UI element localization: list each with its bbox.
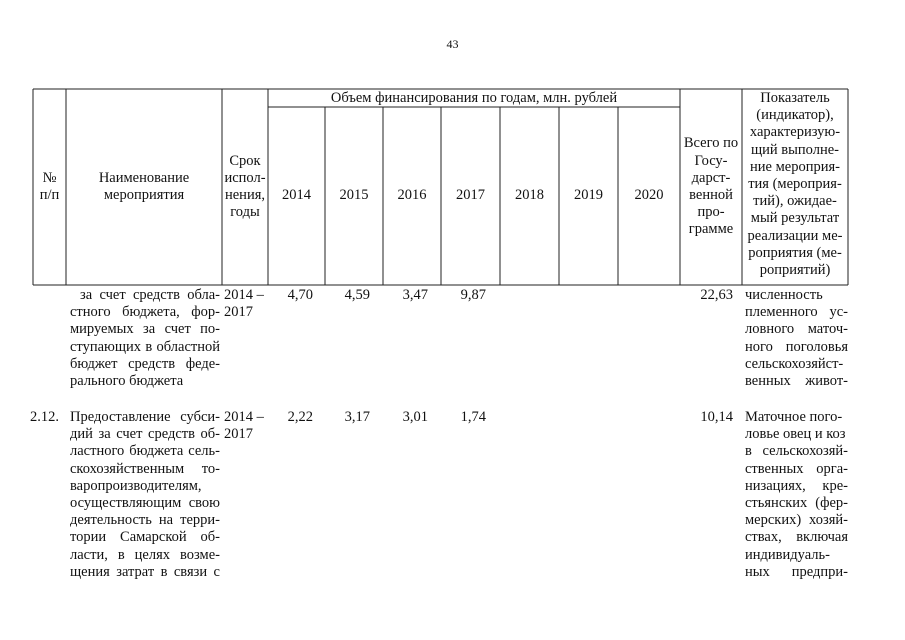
row-name-line: ластного бюджета сель-	[70, 443, 220, 460]
row-indicator-line: ных предпри-	[745, 563, 848, 580]
row-name-line: Предоставление субси-	[70, 409, 220, 425]
header-year-2014: 2014	[282, 187, 311, 204]
row-term	[224, 409, 268, 443]
row-name	[70, 287, 220, 390]
row-name-line: тории Самарской об-	[70, 529, 220, 546]
header-year-2018: 2018	[515, 187, 544, 204]
row-name-line: бюджет средств феде-	[70, 355, 220, 372]
row-indicator-line: ственных орга-	[745, 460, 848, 477]
row-indicator-line: племенного ус-	[745, 304, 848, 321]
row-term-line: 2017	[224, 304, 253, 321]
row-name-line: дий за счет средств об-	[70, 426, 220, 443]
row-name-line: осуществляющим свою	[70, 495, 220, 512]
header-indicator-line: тий), ожидае-	[753, 193, 837, 210]
header-total-line: Всего по	[683, 135, 739, 152]
row-indicator-line: ловного маточ-	[745, 321, 848, 338]
row-name-line: ступающих в областной	[70, 338, 220, 355]
row-indicator-line: ствах, включая	[745, 529, 848, 546]
header-num	[33, 89, 66, 285]
row-name-line: скохозяйственным то-	[70, 460, 220, 477]
row-name-line: стного бюджета, фор-	[70, 304, 220, 321]
header-name	[66, 89, 222, 285]
header-year-2016: 2016	[397, 187, 427, 204]
row-indicator-line: в сельскохозяй-	[745, 443, 848, 460]
row-total: 10,14	[700, 409, 733, 425]
row-value-2017: 9,87	[460, 287, 486, 303]
header-term	[222, 89, 268, 285]
row-name-line: за счет средств обла-	[80, 287, 220, 303]
header-indicator	[742, 90, 848, 279]
header-term-line: годы	[230, 204, 260, 221]
header-indicator-line: роприятий)	[759, 262, 831, 279]
row-indicator-line: венных живот-	[745, 373, 848, 390]
row-name-line: мируемых за счет по-	[70, 321, 220, 338]
row-indicator-line: ного поголовья	[745, 338, 848, 355]
row-value-2014: 4,70	[287, 287, 313, 303]
header-num-line: п/п	[39, 187, 60, 203]
header-indicator-line: роприятия (ме-	[748, 244, 842, 261]
row-indicator-line: стьянских (фер-	[745, 495, 848, 512]
row-indicator	[745, 409, 848, 581]
row-indicator-line: сельскохозяйст-	[745, 355, 844, 372]
header-term-line: нения,	[224, 187, 265, 203]
row-indicator	[745, 287, 848, 390]
header-year-2017: 2017	[456, 187, 485, 204]
header-indicator-line: Показатель	[760, 90, 830, 106]
header-total	[680, 89, 742, 285]
header-indicator-line: реализации ме-	[747, 227, 843, 244]
row-value-2014: 2,22	[287, 409, 313, 425]
header-name-line: мероприятия	[103, 187, 185, 203]
header-indicator-line: ние мероприя-	[750, 158, 840, 175]
row-name-line: щения затрат в связи с	[70, 563, 220, 580]
row-name-line: ласти, в целях возме-	[70, 546, 220, 563]
header-year-2020: 2020	[634, 187, 664, 204]
row-indicator-line: численность	[745, 287, 823, 303]
row-indicator-line: ловье овец и коз	[745, 426, 846, 443]
row-value-2017: 1,74	[460, 409, 486, 425]
header-term-line: Срок	[229, 152, 261, 169]
header-year-2015: 2015	[339, 187, 369, 204]
header-indicator-line: (индикатор),	[756, 107, 834, 124]
row-term-line: 2014 –	[224, 409, 264, 425]
row-term-line: 2014 –	[224, 287, 264, 303]
row-term-line: 2017	[224, 426, 253, 443]
row-name	[70, 409, 220, 581]
row-num: 2.12.	[30, 409, 59, 425]
header-indicator-line: щий выполне-	[751, 141, 839, 158]
row-indicator-line: индивидуаль-	[745, 546, 830, 563]
row-value-2015: 3,17	[344, 409, 370, 425]
header-funding-title: Объем финансирования по годам, млн. рублей	[330, 90, 618, 106]
page-number: 43	[446, 37, 459, 51]
row-indicator-line: Маточное пого-	[745, 409, 843, 425]
header-year-2019: 2019	[574, 187, 603, 204]
header-indicator-line: тия (мероприя-	[748, 176, 842, 193]
row-term	[224, 287, 268, 321]
header-total-line: про-	[697, 204, 725, 221]
header-indicator-line: мый результат	[750, 210, 840, 227]
header-total-line: венной	[689, 187, 733, 203]
header-total-line: дарст-	[691, 169, 731, 186]
row-name-line: варопроизводителям,	[70, 477, 202, 494]
header-total-line: грамме	[688, 221, 734, 238]
header-indicator-line: характеризую-	[749, 124, 841, 141]
header-num-line: №	[42, 169, 57, 186]
row-name-line: рального бюджета	[70, 373, 184, 390]
row-value-2016: 3,01	[402, 409, 428, 425]
header-term-line: испол-	[224, 169, 266, 186]
header-total-line: Госу-	[694, 152, 728, 169]
row-indicator-line: мерских) хозяй-	[745, 512, 848, 529]
row-indicator-line: низациях, кре-	[745, 477, 848, 494]
row-total: 22,63	[700, 287, 733, 303]
row-name-line: деятельность на терри-	[70, 512, 220, 529]
header-name-line: Наименование	[98, 169, 190, 186]
row-value-2015: 4,59	[344, 287, 370, 303]
row-value-2016: 3,47	[402, 287, 428, 303]
